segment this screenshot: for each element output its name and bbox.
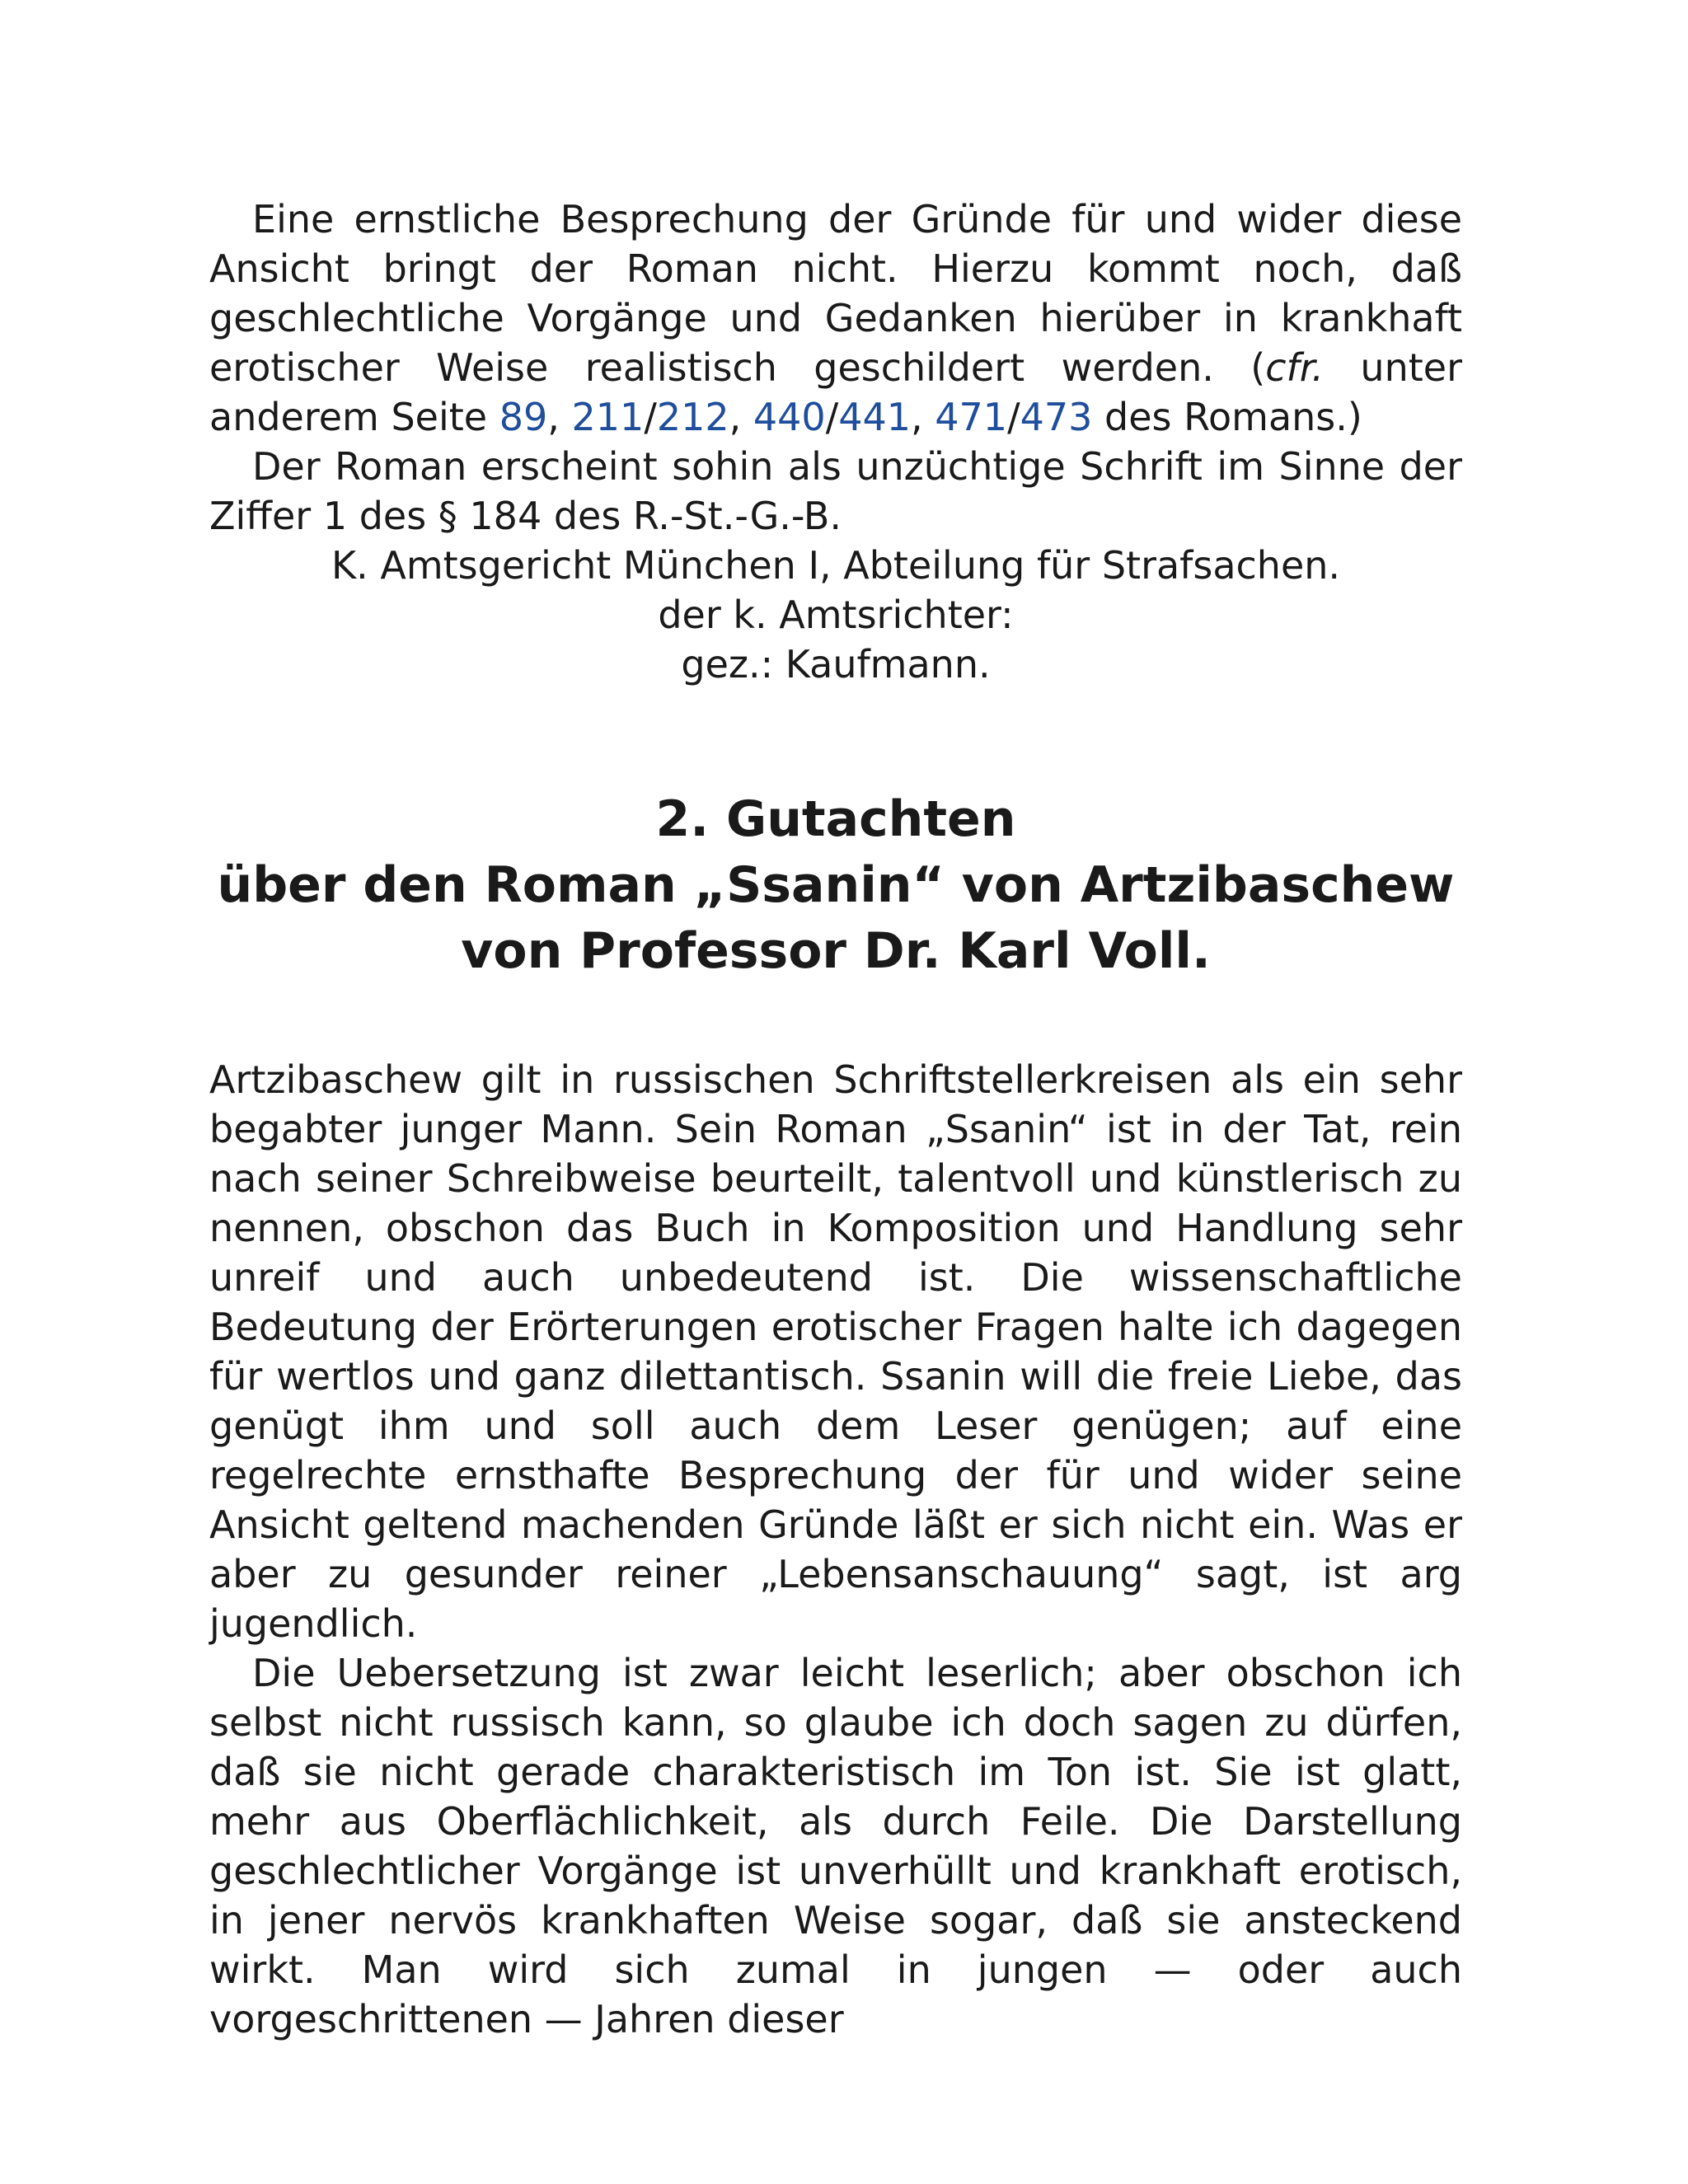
cfr-abbreviation: cfr.	[1265, 345, 1325, 390]
page-link-471[interactable]: 471	[935, 395, 1008, 439]
heading-line-1: 2. Gutachten	[655, 790, 1016, 848]
paragraph-assessment: Artzibaschew gilt in russischen Schriftstellerkreisen als ein sehr begabter junger Mann. Sein Roman „Ssanin“ ist in der Tat, rein nach seiner Schreibweise beurteilt, talentvoll und künstlerisch zu nennen, obschon das Buch in Komposition und Handlung sehr unreif und auch unbedeutend ist. Die wissenschaftliche Bedeutung der Erörterungen erotischer Fragen halte ich dagegen für wertlos und ganz dilettantisch. Ssanin will die freie Liebe, das genügt ihm und soll auch dem Leser genügen; auf eine regelrechte ernsthafte Besprechung der für und wider seine Ansicht geltend machenden Gründe läßt er sich nicht ein. Was er aber zu gesunder reiner „Lebensanschauung“ sagt, ist arg jugendlich.	[209, 1057, 1462, 1646]
paragraph-translation: Die Uebersetzung ist zwar leicht leserlich; aber obschon ich selbst nicht russisch kann, so glaube ich doch sagen zu dürfen, daß sie nicht gerade charakteristisch im Ton ist. Sie ist glatt, mehr aus Oberflächlichkeit, als durch Feile. Die Darstellung geschlechtlicher Vorgänge ist unverhüllt und krankhaft erotisch, in jener nervös krankhaften Weise sogar, daß sie ansteckend wirkt. Man wird sich zumal in jungen — oder auch vorgeschrittenen — Jahren dieser	[209, 1651, 1462, 2041]
page-link-212[interactable]: 212	[656, 395, 729, 439]
signature-court: K. Amtsgericht München I, Abteilung für Strafsachen.	[331, 543, 1341, 588]
document-page	[209, 194, 1462, 2044]
signature-role: der k. Amtsrichter:	[658, 593, 1014, 637]
section-heading	[209, 786, 1462, 984]
page-link-89[interactable]: 89	[499, 395, 548, 439]
page-link-211[interactable]: 211	[571, 395, 645, 439]
signature-name: gez.: Kaufmann.	[681, 642, 991, 687]
heading-line-3: von Professor Dr. Karl Voll.	[461, 922, 1211, 980]
page-link-473[interactable]: 473	[1020, 395, 1093, 439]
paragraph-verdict: Der Roman erscheint sohin als unzüchtige Schrift im Sinne der Ziffer 1 des § 184 des R.-St.-G.-B.	[209, 444, 1462, 538]
heading-line-2: über den Roman „Ssanin“ von Artzibaschew	[217, 856, 1455, 914]
paragraph-intro-mid: unter anderem Seite	[209, 345, 1462, 439]
page-link-440[interactable]: 440	[753, 395, 826, 439]
paragraph-intro-text: Eine ernstliche Besprechung der Gründe für und wider diese Ansicht bringt der Roman nicht. Hierzu kommt noch, daß geschlechtliche Vorgänge und Gedanken hierüber in krankhaft erotischer Weise realistisch geschildert werden. (	[209, 197, 1462, 390]
page-link-441[interactable]: 441	[838, 395, 912, 439]
paragraph-intro: Eine ernstliche Besprechung der Gründe für und wider diese Ansicht bringt der Roman nicht. Hierzu kommt noch, daß geschlechtliche Vorgänge und Gedanken hierüber in krankhaft erotischer Weise realistisch geschildert werden. (cfr. unter anderem Seite 89, 211/212, 440/441, 471/473 des Romans.)	[209, 197, 1462, 439]
paragraph-intro-end: des Romans.)	[1092, 395, 1362, 439]
